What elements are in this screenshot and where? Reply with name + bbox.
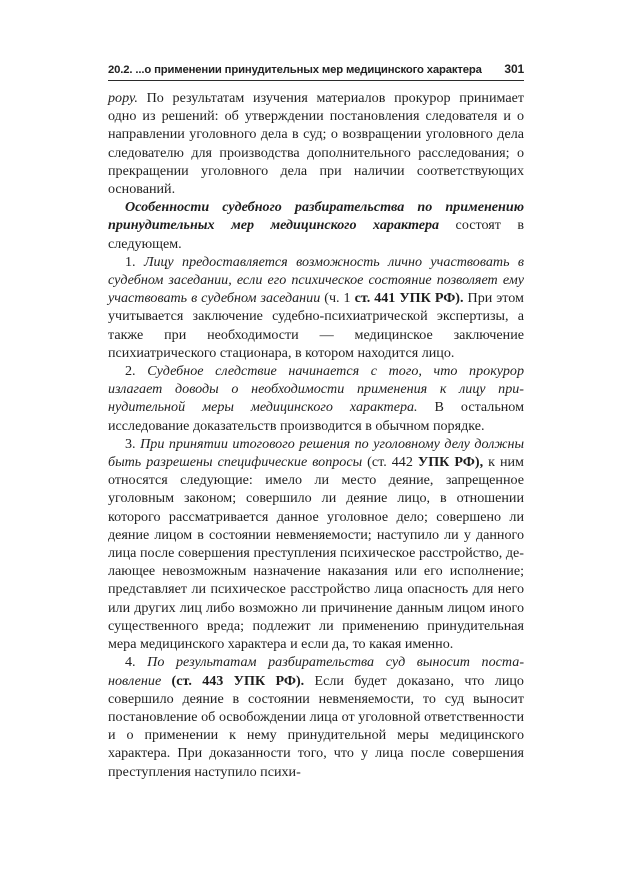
paragraph-4: [108, 362, 524, 435]
item-2-text: В остальном исследование доказательств производится в обычном порядке.: [108, 399, 524, 434]
page-number: 301: [504, 62, 524, 76]
paragraph-2: [108, 198, 524, 253]
item-2-number: 2.: [125, 363, 148, 380]
item-3-italic: При принятии итогового решения по уголовному делу должны быть разрешены специфические вопросы: [108, 435, 524, 471]
item-1-italic: Лицу предоставляется возможность лично участвовать в судебном заседании, если его психическое состояние позволяет ему участвовать в судебном заседании: [108, 253, 525, 307]
item-2-italic: Судебное следствие начинается с того, что прокурор излагает доводы о необходимости применения к лицу принудительной меры медицинского характера.: [108, 363, 525, 416]
paragraph-2-text: состоят в следующем.: [108, 217, 524, 252]
paragraph-3: [108, 253, 524, 362]
item-3-ref: УПК РФ),: [417, 454, 484, 471]
paragraph-1-text: По результатам изучения материалов прокурор принимает одно из решений: об утверждении постановления следователя и о направлении уголовного дела в суд; о возвращении уголовного дела следователю для производства дополнительного расследования; о прекращении уголовного дела при наличии соответствующих оснований.: [108, 90, 524, 198]
item-4-text: Если будет доказано, что лицо совершило деяние в состоянии невменяемости, то суд выносит постановление об освобождении лица от уголовной ответственности и о применении к нему принудительной меры медицинского характера. При доказанности того, что у лица после совершения преступления наступило психи-: [108, 672, 524, 780]
item-1-text: При этом учитывается заключение судебно-психиатрической экспертизы, а также при необходимости — медицинское заключение психиатрического стационара, в котором находится лицо.: [108, 290, 524, 361]
item-1-number: 1.: [125, 253, 144, 270]
item-1-ref-open: (ч. 1: [320, 290, 355, 307]
item-3-text: к ним относятся следующие: имело ли место деяние, запрещенное уголовным законом; совершило ли деяние лицо, в отношении которого рассматривается данное уголовное дело; совершено ли деяние лицом в состоянии невменяемости; наступило ли у данного лица после совершения преступления психическое расстройство, делающее невозможным назначение наказания или его исполнение; представляет ли психическое расстройство лица опасность для него или других лиц либо возможно ли причинение данным лицом иного существенного вреда; подлежит ли применению принудительная мера медицинского характера и если да, то какая именно.: [108, 454, 524, 653]
item-4-number: 4.: [125, 654, 148, 671]
book-page: [108, 62, 524, 781]
item-3-ref-open: (ст. 442: [362, 454, 418, 471]
item-1-ref: ст. 441 УПК РФ).: [354, 290, 464, 307]
item-3-number: 3.: [125, 435, 141, 452]
paragraph-1: [108, 89, 524, 198]
body-text: [108, 89, 524, 781]
item-4-ref: (ст. 443 УПК РФ).: [161, 672, 305, 689]
running-header-title: 20.2. ...о применении принудительных мер медицинского характера: [108, 64, 482, 76]
item-4-italic: По результатам разбирательства суд выносит постановление: [108, 654, 525, 689]
paragraph-6: [108, 653, 524, 780]
section-heading-inline: Особенности судебного разбирательства по применению принудительных мер медицинского характера: [108, 199, 524, 234]
paragraph-1-italic-start: рору.: [108, 90, 138, 106]
paragraph-5: [108, 435, 524, 653]
running-header: [108, 62, 524, 81]
